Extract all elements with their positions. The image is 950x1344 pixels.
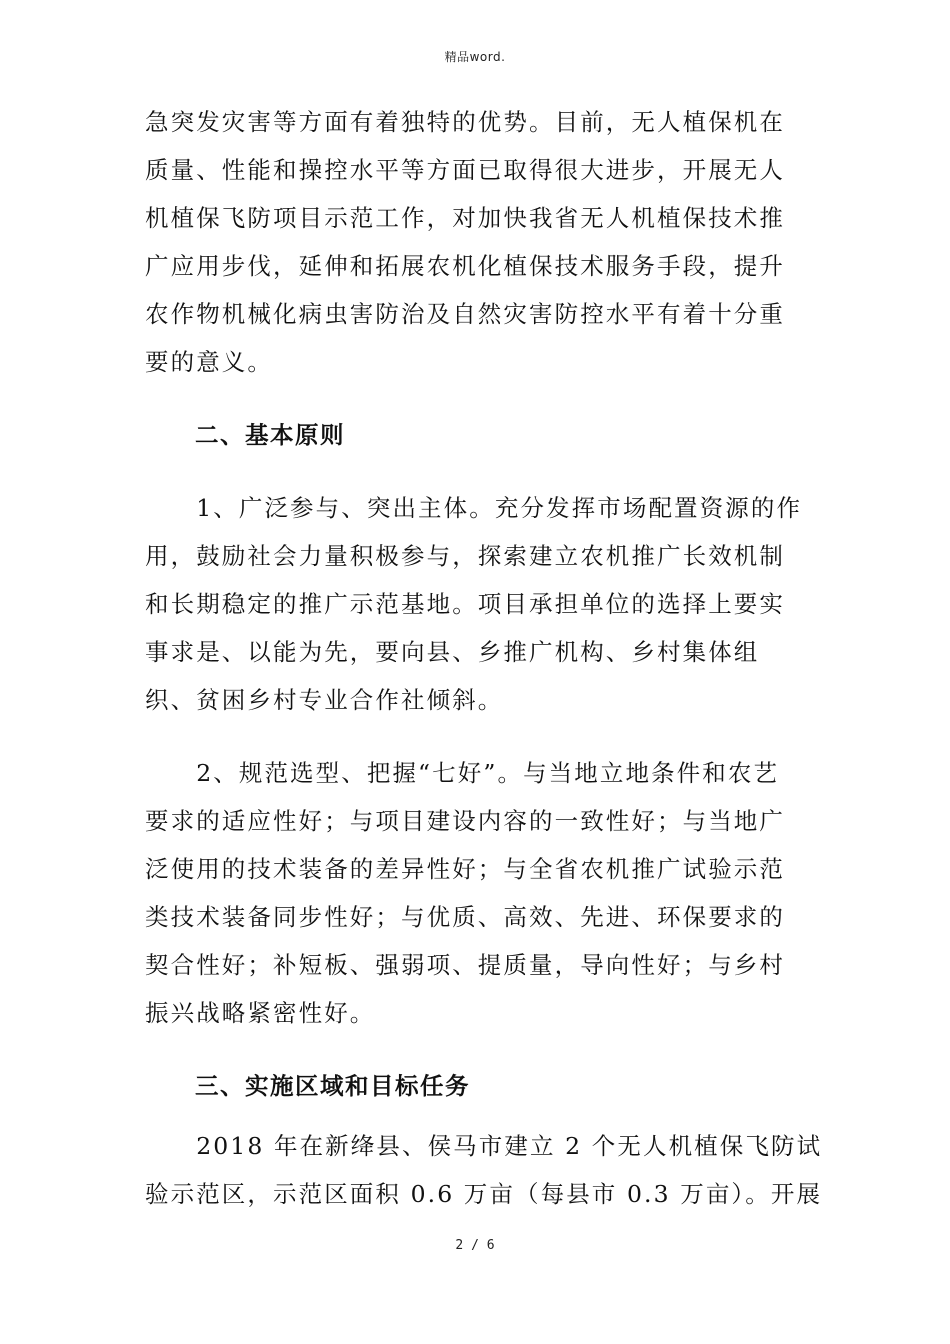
text-line: 事求是、以能为先，要向县、乡推广机构、乡村集体组 <box>145 638 760 666</box>
section-heading-implementation-area: 三、实施区域和目标任务 <box>195 1072 470 1100</box>
text-line: 急突发灾害等方面有着独特的优势。目前，无人植保机在 <box>145 108 785 136</box>
text-line: 广应用步伐，延伸和拓展农机化植保技术服务手段，提升 <box>145 252 785 280</box>
paragraph-intro-continuation <box>145 98 815 386</box>
text-line: 契合性好；补短板、强弱项、提质量，导向性好；与乡村 <box>145 951 785 979</box>
text-line: 类技术装备同步性好；与优质、高效、先进、环保要求的 <box>145 903 785 931</box>
text-line: 和长期稳定的推广示范基地。项目承担单位的选择上要实 <box>145 590 785 618</box>
text-line: 振兴战略紧密性好。 <box>145 999 376 1027</box>
page-header: 精品word. <box>444 50 506 64</box>
paragraph-principle-2 <box>145 749 815 1037</box>
text-line: 1、广泛参与、突出主体。充分发挥市场配置资源的作 <box>145 494 803 522</box>
text-line: 2、规范选型、把握“七好”。与当地立地条件和农艺 <box>145 759 780 787</box>
text-line: 验示范区，示范区面积 0.6 万亩（每县市 0.3 万亩）。开展 <box>145 1180 823 1208</box>
text-line: 泛使用的技术装备的差异性好；与全省农机推广试验示范 <box>145 855 785 883</box>
text-line: 2018 年在新绛县、侯马市建立 2 个无人机植保飞防试 <box>145 1132 823 1160</box>
text-line: 织、贫困乡村专业合作社倾斜。 <box>145 686 504 714</box>
text-line: 要的意义。 <box>145 348 273 376</box>
text-line: 质量、性能和操控水平等方面已取得很大进步，开展无人 <box>145 156 785 184</box>
text-line: 农作物机械化病虫害防治及自然灾害防控水平有着十分重 <box>145 300 785 328</box>
text-line: 用，鼓励社会力量积极参与，探索建立农机推广长效机制 <box>145 542 785 570</box>
text-line: 机植保飞防项目示范工作，对加快我省无人机植保技术推 <box>145 204 785 232</box>
page-number: 2 / 6 <box>455 1238 495 1253</box>
text-line: 要求的适应性好；与项目建设内容的一致性好；与当地广 <box>145 807 785 835</box>
paragraph-implementation <box>145 1122 823 1218</box>
section-heading-basic-principles: 二、基本原则 <box>195 421 345 449</box>
document-body <box>145 98 823 1218</box>
paragraph-principle-1 <box>145 484 815 724</box>
